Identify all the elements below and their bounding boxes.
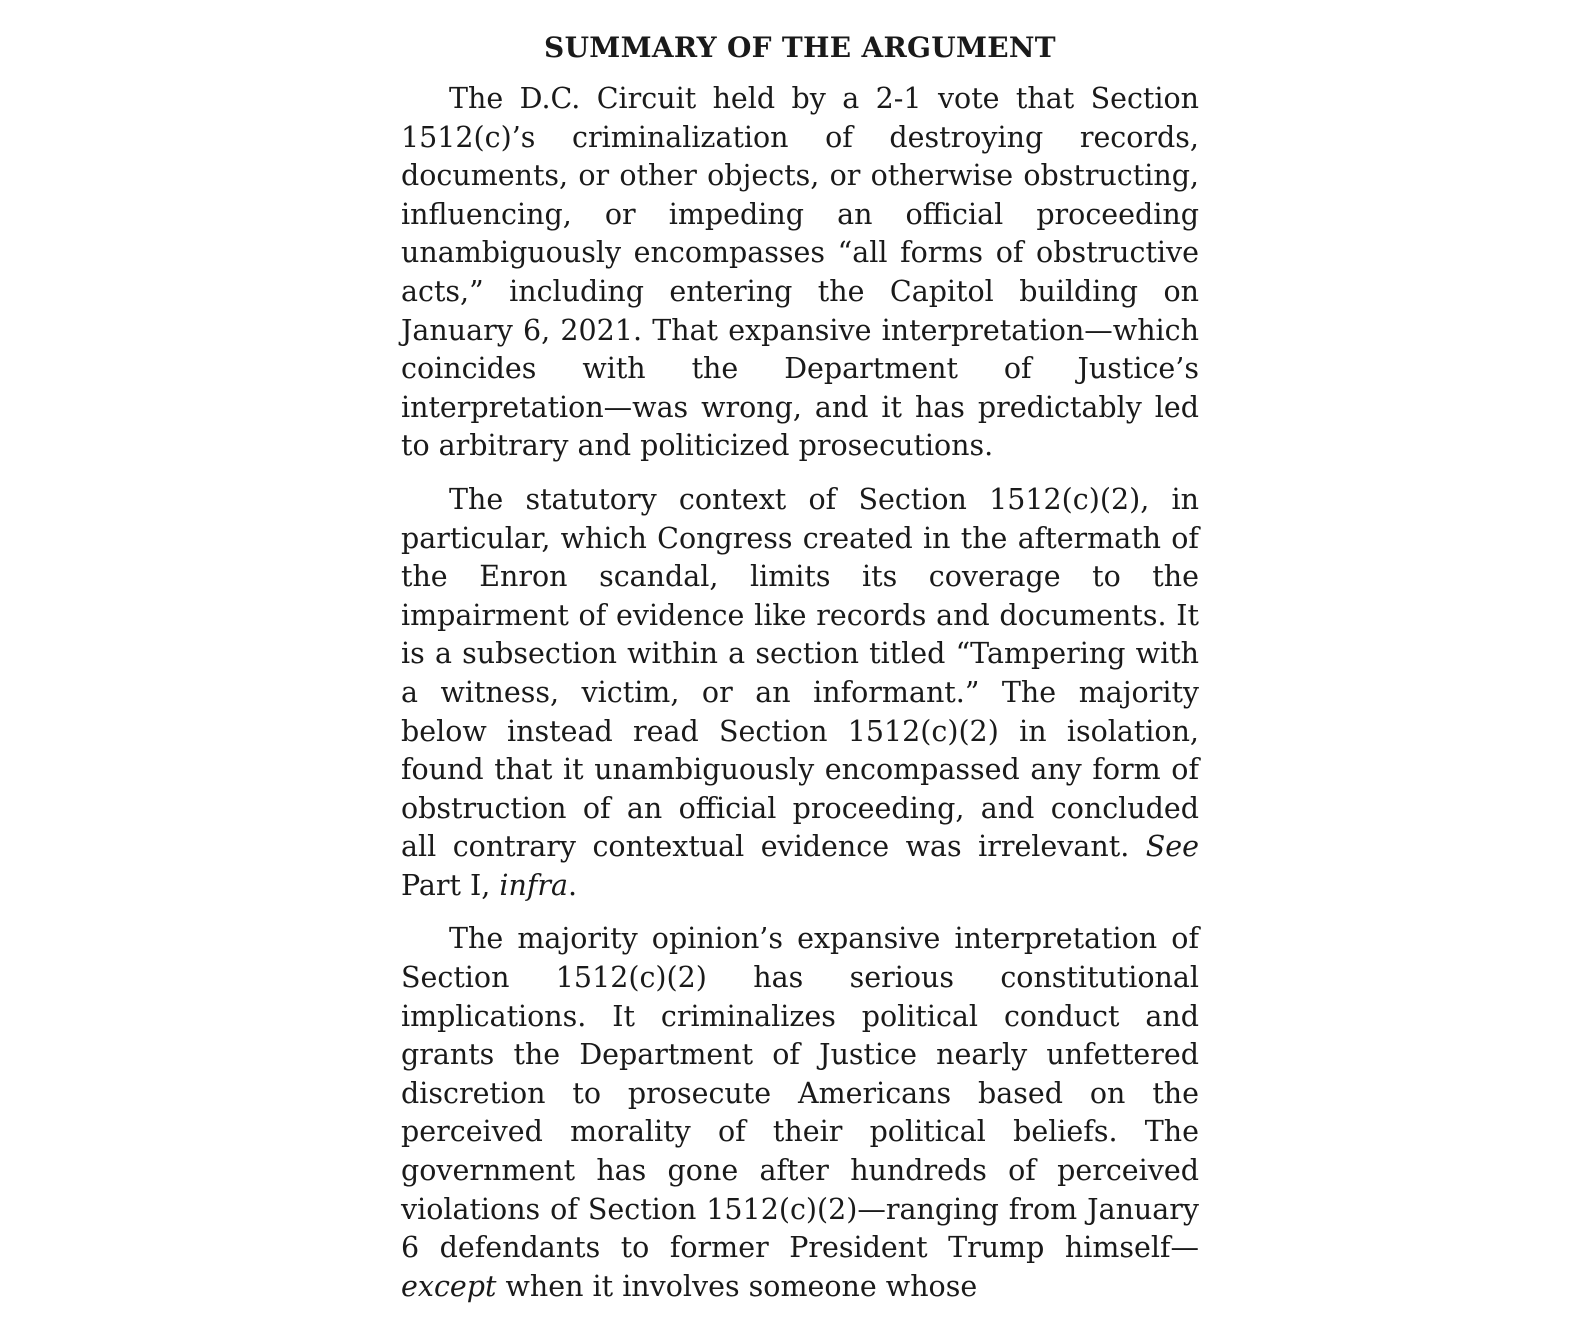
paragraph-3 bbox=[401, 920, 1199, 1306]
paragraph-2-text-a: The statutory context of Section 1512(c)(2), in particular, which Congress created in the aftermath of the Enron scandal, limits its coverage to the impairment of evidence like records and documents. It is a subsection within a section titled “Tampering with a witness, victim, or an informant.” The majority below instead read Section 1512(c)(2) in isolation, found that it unambiguously encompassed any form of obstruction of an official proceeding, and concluded all contrary contextual evidence was irrelevant. bbox=[401, 482, 1199, 864]
document-page bbox=[401, 28, 1199, 1306]
paragraph-2-text-c: . bbox=[568, 868, 578, 902]
paragraph-1-text: The D.C. Circuit held by a 2-1 vote that Section 1512(c)’s criminalization of destroying records, documents, or other objects, or otherwise obstructing, influencing, or impeding an official proceeding unambiguously encompasses “all forms of obstructive acts,” including entering the Capitol building on January 6, 2021. That expansive interpretation—which coincides with the Department of Justice’s interpretation—was wrong, and it has predictably led to arbitrary and politicized prosecutions. bbox=[401, 82, 1199, 463]
paragraph-3-text-a: The majority opinion’s expansive interpretation of Section 1512(c)(2) has serious constitutional implications. It criminalizes political conduct and grants the Department of Justice nearly unfettered discretion to prosecute Americans based on the perceived morality of their political beliefs. The government has gone after hundreds of perceived violations of Section 1512(c)(2)—ranging from January 6 defendants to former President Trump himself— bbox=[401, 922, 1199, 1265]
paragraph-3-italic-except: except bbox=[401, 1269, 497, 1303]
section-heading: SUMMARY OF THE ARGUMENT bbox=[544, 31, 1056, 64]
paragraph-2-italic-see: See bbox=[1145, 830, 1199, 864]
paragraph-2 bbox=[401, 481, 1199, 906]
paragraph-1 bbox=[401, 80, 1199, 466]
paragraph-2-italic-infra: infra bbox=[499, 868, 569, 902]
paragraph-2-text-b: Part I, bbox=[401, 868, 491, 902]
paragraph-3-text-b: when it involves someone whose bbox=[505, 1269, 978, 1303]
